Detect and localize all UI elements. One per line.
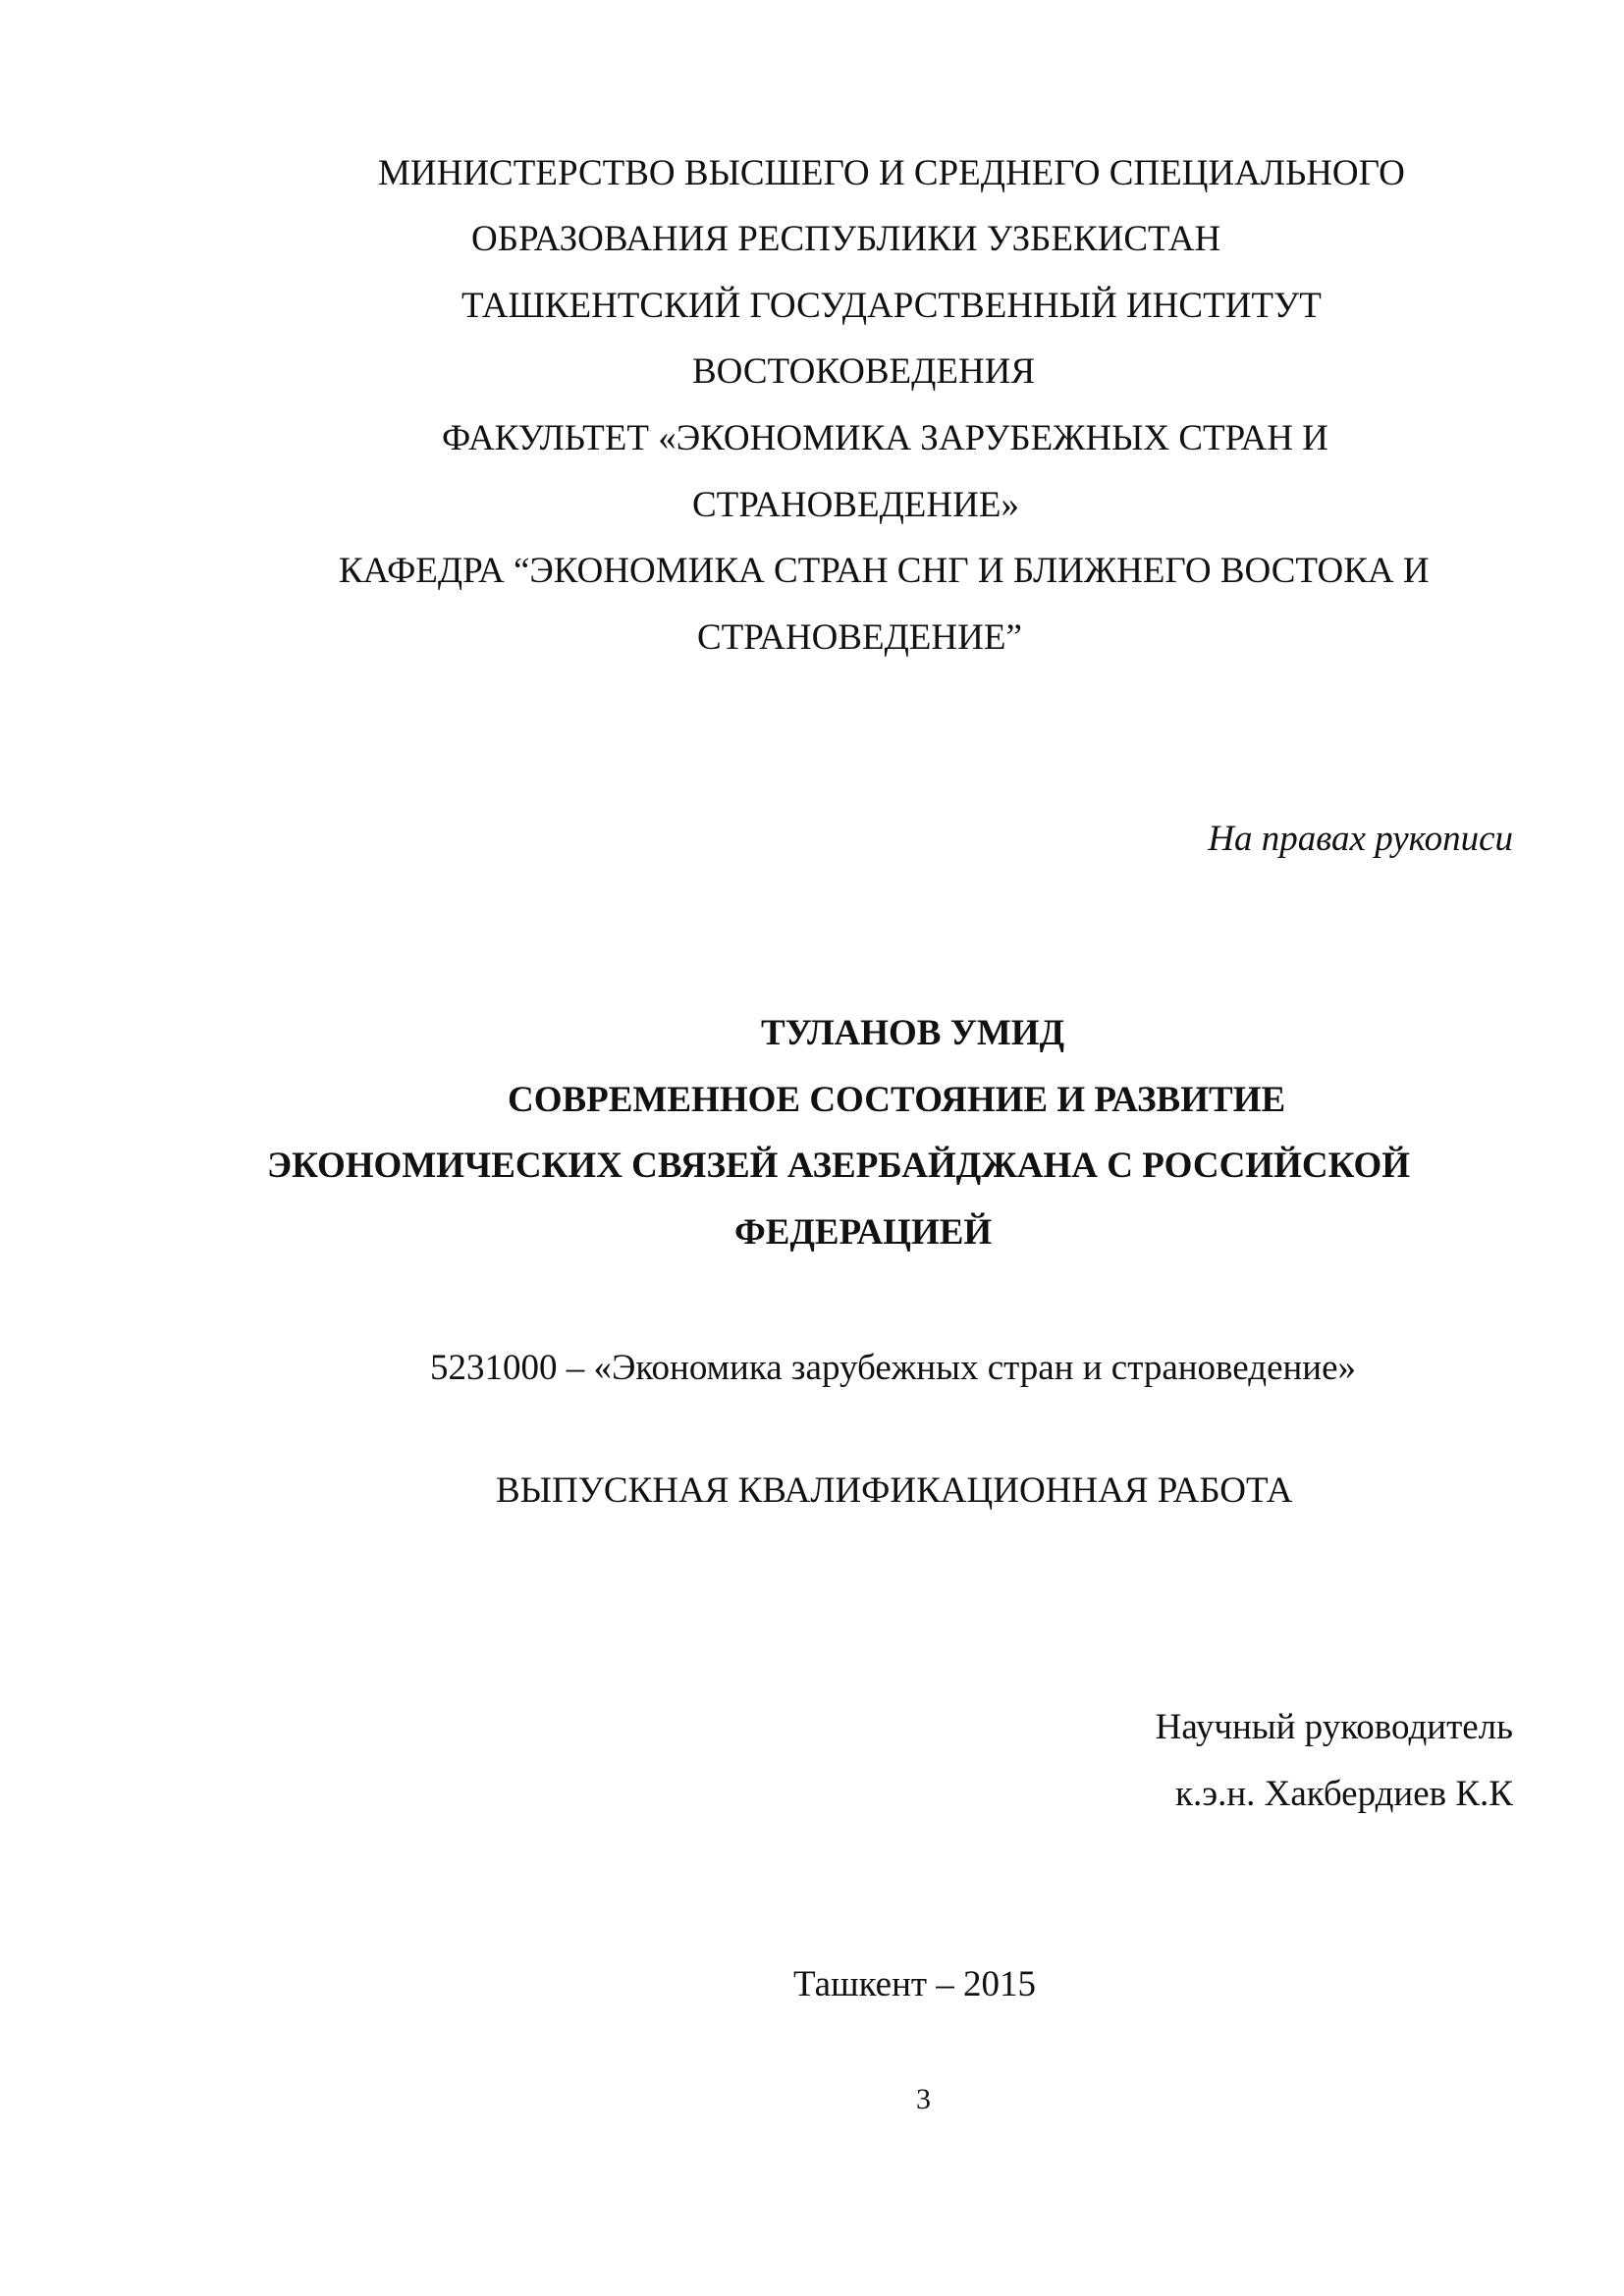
city-year: Ташкент – 2015 (793, 1964, 1037, 2004)
work-type: ВЫПУСКНАЯ КВАЛИФИКАЦИОННАЯ РАБОТА (496, 1470, 1293, 1511)
header-line-institute: ТАШКЕНТСКИЙ ГОСУДАРСТВЕННЫЙ ИНСТИТУТ (461, 286, 1322, 326)
header-line-ministry: МИНИСТЕРСТВО ВЫСШЕГО И СРЕДНЕГО СПЕЦИАЛЬНОГО (378, 153, 1405, 193)
header-line-oriental-studies: ВОСТОКОВЕДЕНИЯ (692, 351, 1036, 392)
author-name: ТУЛАНОВ УМИД (761, 1013, 1065, 1053)
title-line-2: ЭКОНОМИЧЕСКИХ СВЯЗЕЙ АЗЕРБАЙДЖАНА С РОССИЙСКОЙ (267, 1146, 1411, 1186)
header-line-faculty-cont: СТРАНОВЕДЕНИЕ» (692, 485, 1019, 525)
supervisor-name: к.э.н. Хакбердиев К.К (1174, 1774, 1513, 1814)
title-line-3: ФЕДЕРАЦИЕЙ (734, 1212, 993, 1253)
supervisor-role: Научный руководитель (1155, 1707, 1513, 1747)
title-line-1: СОВРЕМЕННОЕ СОСТОЯНИЕ И РАЗВИТИЕ (508, 1080, 1286, 1120)
manuscript-note: На правах рукописи (1208, 819, 1513, 859)
header-line-department: КАФЕДРА “ЭКОНОМИКА СТРАН СНГ И БЛИЖНЕГО ВОСТОКА И (339, 551, 1430, 591)
page-number: 3 (916, 2083, 931, 2115)
specialty-code: 5231000 – «Экономика зарубежных стран и страноведение» (430, 1348, 1357, 1388)
header-line-education: ОБРАЗОВАНИЯ РЕСПУБЛИКИ УЗБЕКИСТАН (471, 219, 1221, 259)
header-line-department-cont: СТРАНОВЕДЕНИЕ” (697, 617, 1022, 658)
header-line-faculty: ФАКУЛЬТЕТ «ЭКОНОМИКА ЗАРУБЕЖНЫХ СТРАН И (442, 418, 1328, 458)
